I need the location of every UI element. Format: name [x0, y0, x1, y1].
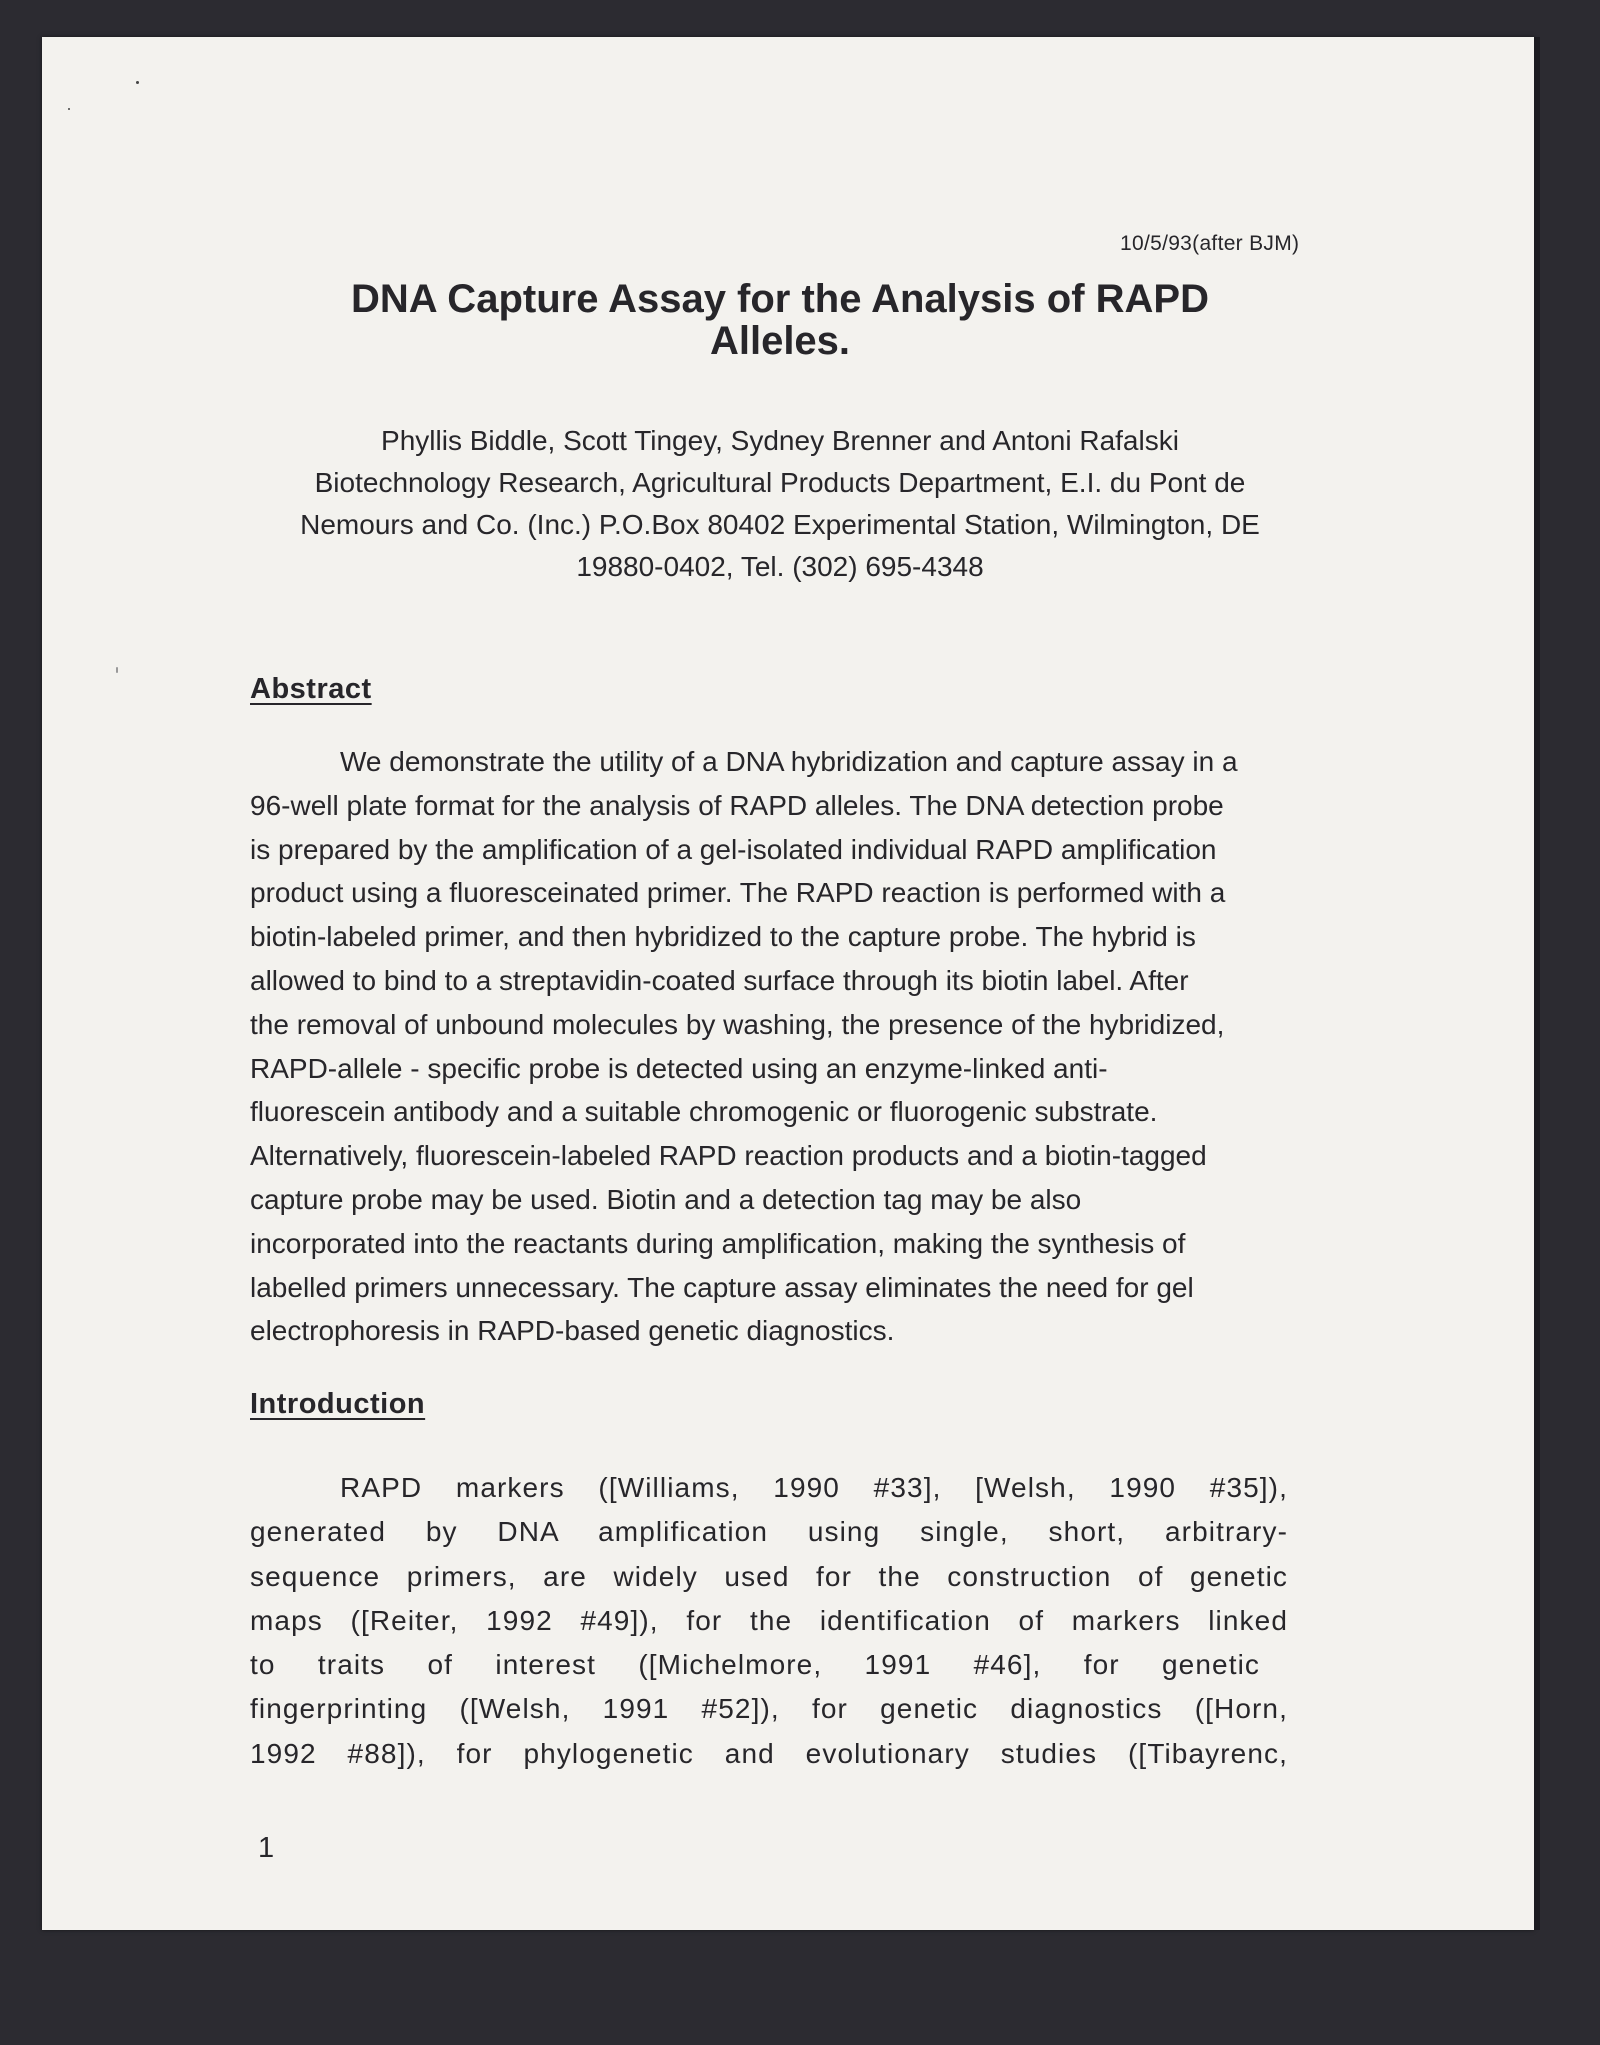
- abstract-line: is prepared by the amplification of a gel-isolated individual RAPD amplification: [250, 833, 1217, 865]
- paper-edge: [1534, 37, 1540, 1930]
- abstract-line: Alternatively, fluorescein-labeled RAPD reaction products and a biotin-tagged: [250, 1140, 1207, 1172]
- abstract-heading: Abstract: [250, 673, 372, 705]
- abstract-line: capture probe may be used. Biotin and a detection tag may be also: [250, 1183, 1082, 1215]
- abstract-line: RAPD-allele - specific probe is detected using an enzyme-linked anti-: [250, 1052, 1108, 1084]
- abstract-line: fluorescein antibody and a suitable chromogenic or fluorogenic substrate.: [250, 1096, 1158, 1128]
- paper-title: [230, 278, 1330, 362]
- abstract-line: the removal of unbound molecules by washing, the presence of the hybridized,: [250, 1008, 1225, 1040]
- affiliation-line: Biotechnology Research, Agricultural Products Department, E.I. du Pont de: [314, 467, 1246, 498]
- page-number: 1: [258, 1832, 275, 1864]
- abstract-line: biotin-labeled primer, and then hybridized to the capture probe. The hybrid is: [250, 921, 1196, 953]
- abstract-body: [250, 740, 1310, 1353]
- affiliation-line: 19880-0402, Tel. (302) 695-4348: [576, 551, 984, 582]
- paper-speck: [68, 108, 70, 110]
- abstract-line: 96-well plate format for the analysis of RAPD alleles. The DNA detection probe: [250, 789, 1224, 821]
- abstract-line: incorporated into the reactants during amplification, making the synthesis of: [250, 1227, 1186, 1259]
- paper-speck: [116, 667, 118, 673]
- introduction-body: [250, 1466, 1310, 1776]
- abstract-line: product using a fluoresceinated primer. The RAPD reaction is performed with a: [250, 877, 1226, 909]
- date-note: 10/5/93(after BJM): [1120, 232, 1300, 255]
- introduction-line: RAPD markers ([Williams, 1990 #33], [Welsh, 1990 #35]),: [340, 1472, 1288, 1503]
- introduction-line: to traits of interest ([Michelmore, 1991 #46], for genetic: [250, 1649, 1260, 1681]
- abstract-line: We demonstrate the utility of a DNA hybridization and capture assay in a: [340, 746, 1238, 777]
- affiliation-line: Nemours and Co. (Inc.) P.O.Box 80402 Experimental Station, Wilmington, DE: [300, 509, 1260, 540]
- introduction-line: 1992 #88]), for phylogenetic and evolutionary studies ([Tibayrenc,: [250, 1737, 1288, 1769]
- introduction-line: maps ([Reiter, 1992 #49]), for the identification of markers linked: [250, 1604, 1288, 1636]
- title-line: DNA Capture Assay for the Analysis of RAPD: [351, 277, 1209, 321]
- abstract-line: labelled primers unnecessary. The capture assay eliminates the need for gel: [250, 1271, 1194, 1303]
- paper-speck: [136, 81, 139, 84]
- introduction-line: generated by DNA amplification using single, short, arbitrary-: [250, 1516, 1288, 1548]
- authors-affiliation: [240, 420, 1320, 588]
- title-line: Alleles.: [709, 319, 851, 363]
- introduction-line: fingerprinting ([Welsh, 1991 #52]), for genetic diagnostics ([Horn,: [250, 1693, 1288, 1725]
- abstract-line: electrophoresis in RAPD-based genetic diagnostics.: [250, 1315, 895, 1347]
- abstract-line: allowed to bind to a streptavidin-coated surface through its biotin label. After: [250, 964, 1189, 996]
- introduction-line: sequence primers, are widely used for the construction of genetic: [250, 1560, 1288, 1592]
- introduction-heading: Introduction: [250, 1388, 426, 1420]
- authors-line: Phyllis Biddle, Scott Tingey, Sydney Brenner and Antoni Rafalski: [381, 425, 1179, 456]
